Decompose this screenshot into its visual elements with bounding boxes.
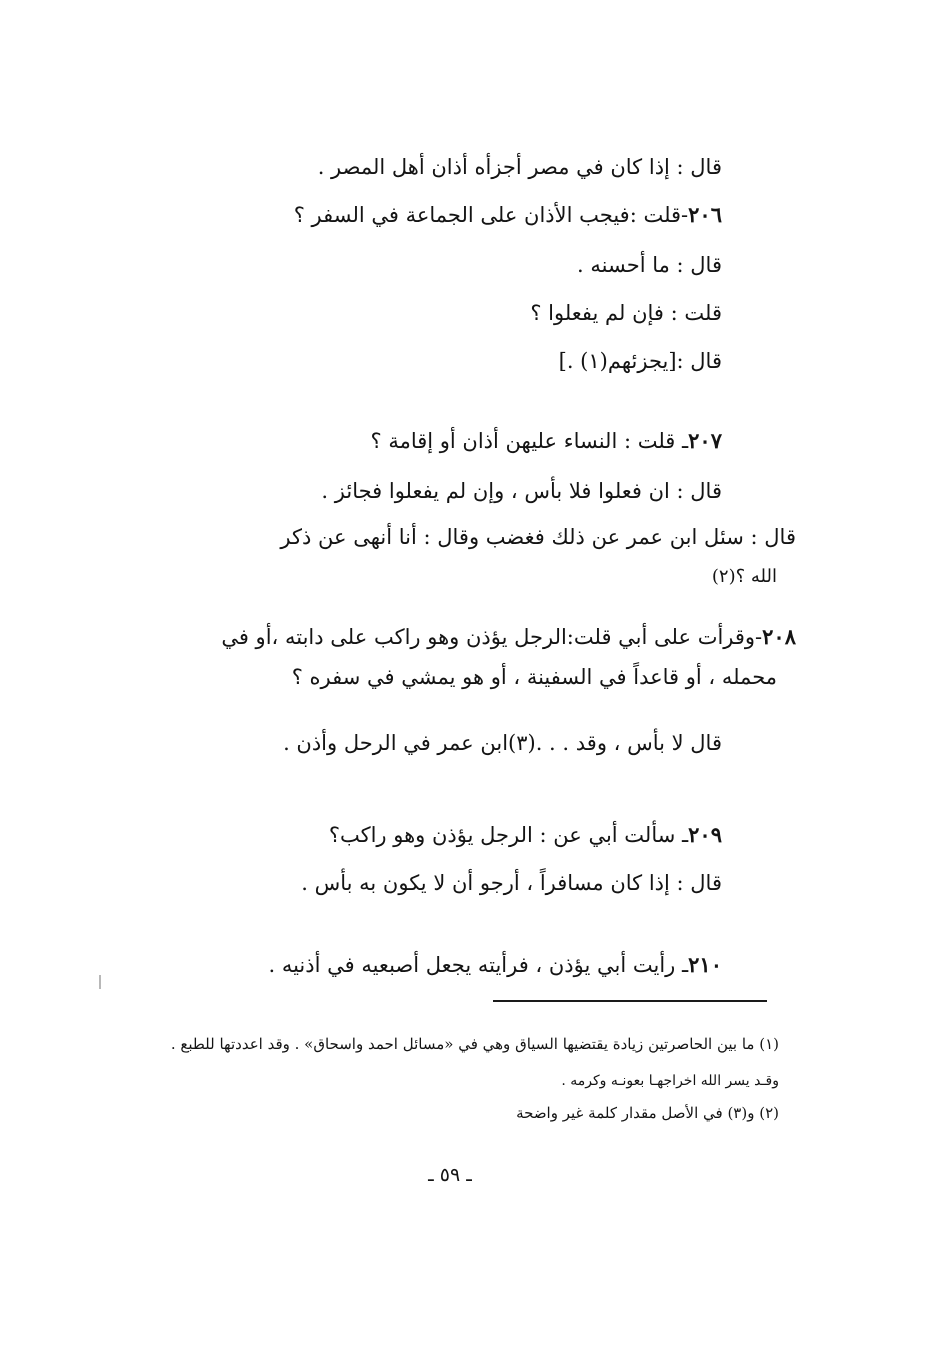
question-number: ٢٠٩ <box>688 822 722 847</box>
text-line-3: قال : ما أحسنه . <box>577 253 722 277</box>
text-line-210 <box>268 950 722 980</box>
question-text: ـ سألت أبي عن : الرجل يؤذن وهو راكب؟ <box>328 823 689 847</box>
page-number: ـ ٥٩ ـ <box>428 1164 472 1186</box>
text-line-5: قال :[يجزئهم(١) .] <box>558 349 722 373</box>
question-number: ٢٠٦ <box>688 202 722 227</box>
footnote-1-continued: وقـد يسر الله اخراجهـا بعونـه وكرمه . <box>561 1073 779 1089</box>
text-line-4: قلت : فإن لم يفعلوا ؟ <box>530 301 722 325</box>
text-line-208 <box>221 622 796 652</box>
footnote-2-3: (٢) و(٣) في الأصل مقدار كلمة غير واضحة <box>516 1104 779 1122</box>
question-text: -قلت :فيجب الأذان على الجماعة في السفر ؟ <box>293 203 689 227</box>
question-text: ـ قلت : النساء عليهن أذان أو إقامة ؟ <box>370 429 689 453</box>
question-number: ٢٠٨ <box>762 624 796 649</box>
question-number: ٢٠٧ <box>688 428 722 453</box>
text-line-207 <box>371 426 723 456</box>
footnote-separator <box>493 1000 767 1002</box>
text-line-209 <box>329 820 722 850</box>
text-line-12: قال لا بأس ، وقد . . .(٣)ابن عمر في الرحل وأذن . <box>283 731 722 755</box>
question-text: -وقرأت على أبي قلت:الرجل يؤذن وهو راكب على دابته ،أو في <box>221 625 763 649</box>
text-line-8: قال : سئل ابن عمر عن ذلك فغضب وقال : أنا أنهى عن ذكر <box>280 525 796 549</box>
text-line-14: قال : إذا كان مسافراً ، أرجو أن لا يكون به بأس . <box>301 871 722 895</box>
text-line-7: قال : ان فعلوا فلا بأس ، وإن لم يفعلوا فجائز . <box>321 479 722 503</box>
text-line-9: الله ؟(٢) <box>711 566 777 587</box>
text-line-206 <box>294 200 722 230</box>
question-text: ـ رأيت أبي يؤذن ، فرأيته يجعل أصبعيه في أذنيه . <box>268 953 689 977</box>
text-line-11: محمله ، أو قاعداً في السفينة ، أو هو يمشي في سفره ؟ <box>291 665 777 689</box>
text-line-1: قال : إذا كان في مصر أجزأه أذان أهل المصر . <box>317 155 722 179</box>
scan-speck <box>99 975 101 989</box>
footnote-1: (١) ما بين الحاصرتين زيادة يقتضيها السياق وهي في «مسائل احمد واسحاق» . وقد اعددتها للطبع . <box>170 1035 779 1053</box>
question-number: ٢١٠ <box>688 952 722 977</box>
